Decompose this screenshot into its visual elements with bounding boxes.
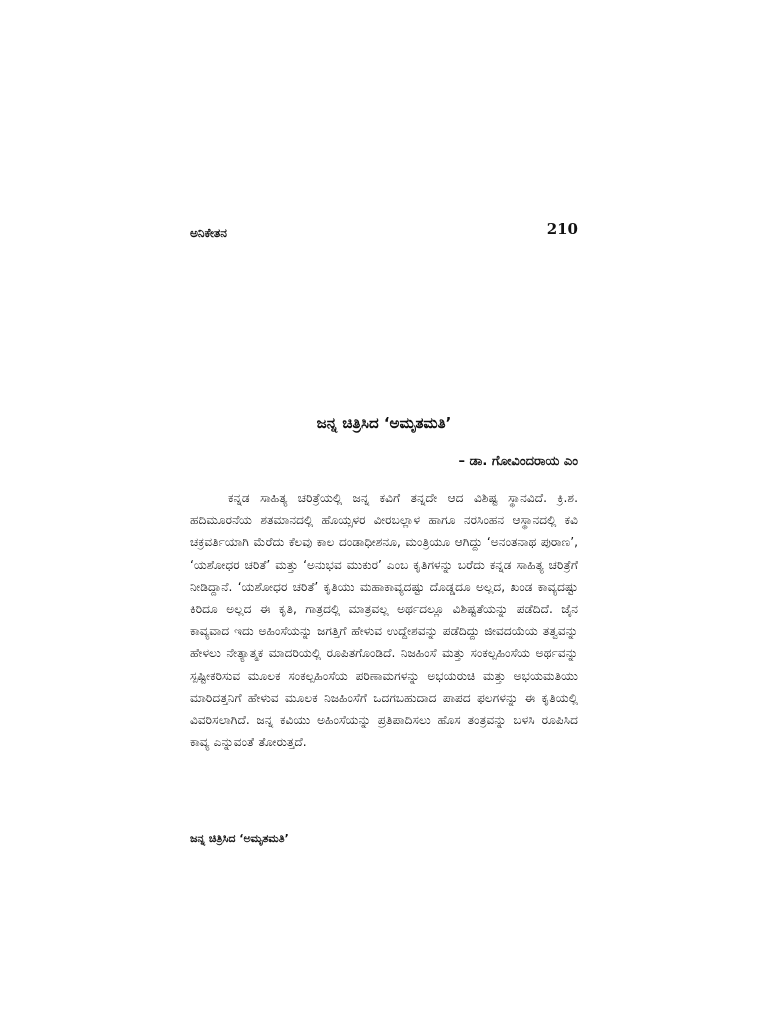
running-header-title: ಅನಿಕೇತನ (190, 226, 227, 240)
article-author: – ಡಾ. ಗೋವಿಂದರಾಯ ಎಂ (458, 454, 578, 469)
article-title: ಜನ್ನ ಚಿತ್ರಿಸಿದ ‘ಅಮೃತಮತಿ’ (316, 414, 452, 432)
body-paragraph: ಕನ್ನಡ ಸಾಹಿತ್ಯ ಚರಿತ್ರೆಯಲ್ಲಿ ಜನ್ನ ಕವಿಗೆ ತನ್ನದೇ ಆದ ವಿಶಿಷ್ಟ ಸ್ಥಾನವಿದೆ. ಕ್ರಿ.ಶ. ಹದಿಮೂರನೆಯ ಶತಮಾನದಲ್ಲಿ ಹೊಯ್ಸಳರ ವೀರಬಲ್ಲಾಳ ಹಾಗೂ ನರಸಿಂಹನ ಆಸ್ಥಾನದಲ್ಲಿ ಕವಿ ಚಕ್ರವರ್ತಿಯಾಗಿ ಮೆರೆದು ಕೆಲವು ಕಾಲ ದಂಡಾಧೀಶನೂ, ಮಂತ್ರಿಯೂ ಆಗಿದ್ದು ‘ಅನಂತನಾಥ ಪುರಾಣ’, ‘ಯಶೋಧರ ಚರಿತೆ’ ಮತ್ತು ‘ಅನುಭವ ಮುಕುರ’ ಎಂಬ ಕೃತಿಗಳನ್ನು ಬರೆದು ಕನ್ನಡ ಸಾಹಿತ್ಯ ಚರಿತ್ರೆಗೆ ನೀಡಿದ್ದಾನೆ. ‘ಯಶೋಧರ ಚರಿತೆ’ ಕೃತಿಯು ಮಹಾಕಾವ್ಯದಷ್ಟು ದೊಡ್ಡದೂ ಅಲ್ಲದ, ಖಂಡ ಕಾವ್ಯದಷ್ಟು ಕಿರಿದೂ ಅಲ್ಲದ ಈ ಕೃತಿ, ಗಾತ್ರದಲ್ಲಿ ಮಾತ್ರವಲ್ಲ ಅರ್ಥದಲ್ಲೂ ವಿಶಿಷ್ಟತೆಯನ್ನು ಪಡೆದಿದೆ. ಜೈನ ಕಾವ್ಯವಾದ ಇದು ಅಹಿಂಸೆಯನ್ನು ಜಗತ್ತಿಗೆ ಹೇಳುವ ಉದ್ದೇಶವನ್ನು ಪಡೆದಿದ್ದು ಜೀವದಯೆಯ ತತ್ವವನ್ನು ಹೇಳಲು ನೇತ್ಯಾತ್ಮಕ ಮಾದರಿಯಲ್ಲಿ ರೂಪಿತಗೊಂಡಿದೆ. ನಿಜಹಿಂಸೆ ಮತ್ತು ಸಂಕಲ್ಪಹಿಂಸೆಯ ಅರ್ಥವನ್ನು ಸ್ಪಷ್ಟೀಕರಿಸುವ ಮೂಲಕ ಸಂಕಲ್ಪಹಿಂಸೆಯ ಪರಿಣಾಮಗಳನ್ನು ಅಭಯರುಚಿ ಮತ್ತು ಅಭಯಮತಿಯು ಮಾರಿದತ್ತನಿಗೆ ಹೇಳುವ ಮೂಲಕ ನಿಜಹಿಂಸೆಗೆ ಒದಗಬಹುದಾದ ಪಾಪದ ಫಲಗಳನ್ನು ಈ ಕೃತಿಯಲ್ಲಿ ವಿವರಿಸಲಾಗಿದೆ. ಜನ್ನ ಕವಿಯು ಅಹಿಂಸೆಯನ್ನು ಪ್ರತಿಪಾದಿಸಲು ಹೊಸ ತಂತ್ರವನ್ನು ಬಳಸಿ ರೂಪಿಸಿದ ಕಾವ್ಯ ಎನ್ನುವಂತೆ ತೋರುತ್ತದೆ. (190, 491, 578, 750)
running-footer-title: ಜನ್ನ ಚಿತ್ರಿಸಿದ ‘ಅಮೃತಮತಿ’ (190, 832, 289, 845)
page-number: 210 (546, 220, 578, 238)
